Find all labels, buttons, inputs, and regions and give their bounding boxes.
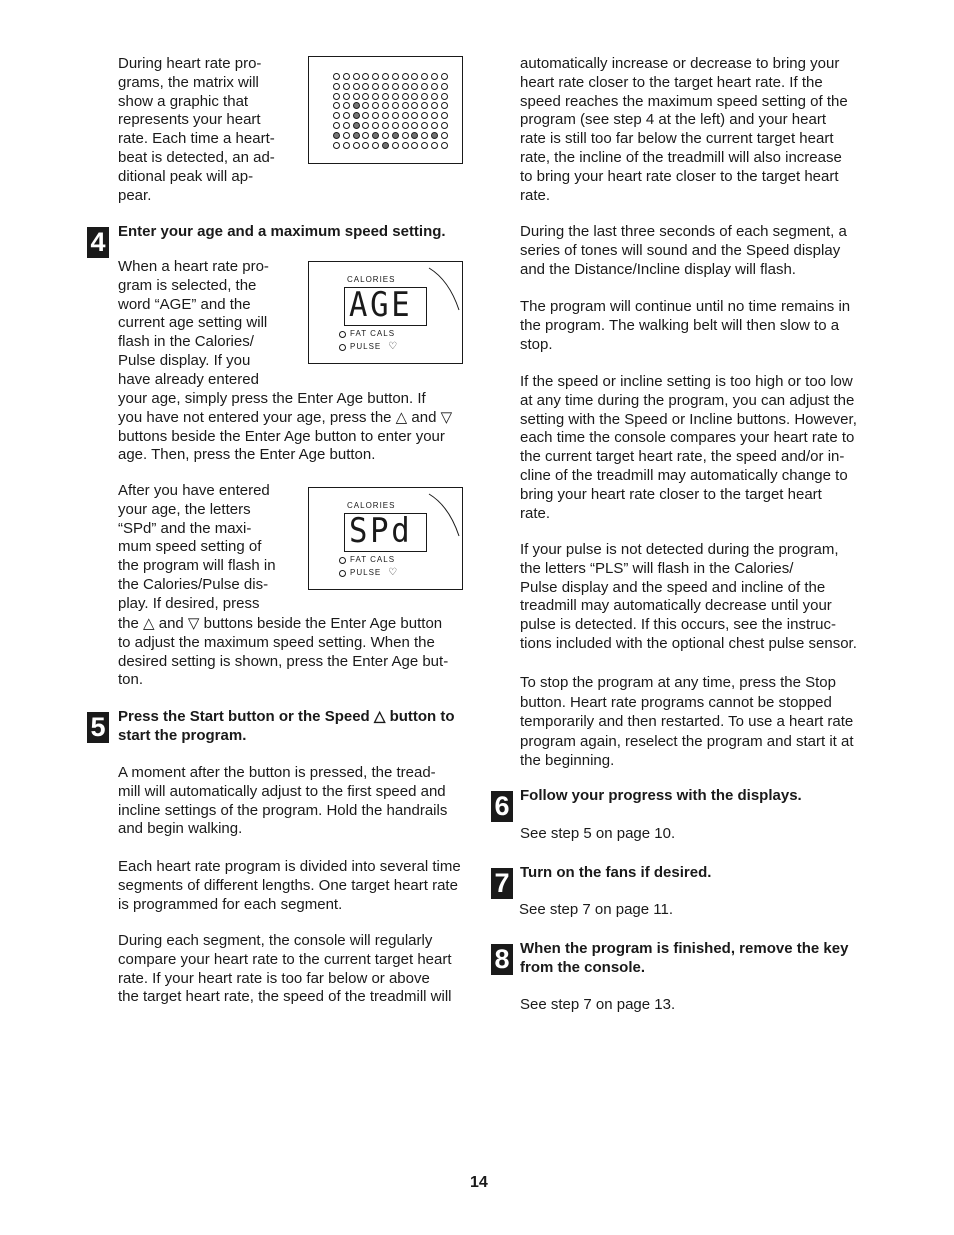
- matrix-dot: [353, 93, 360, 100]
- matrix-dot: [382, 93, 389, 100]
- matrix-dot: [343, 132, 350, 139]
- matrix-dot: [382, 102, 389, 109]
- program-continue-text: The program will continue until no time remains in the program. The walking belt will then slow to a stop.: [520, 298, 851, 353]
- matrix-dot-lit: [382, 142, 389, 149]
- matrix-dot: [431, 112, 438, 119]
- indicator-light-icon: [339, 331, 346, 338]
- step-8-heading: When the program is finished, remove the key from the console.: [520, 940, 849, 976]
- matrix-dot: [372, 102, 379, 109]
- matrix-dot: [402, 112, 409, 119]
- matrix-dot: [392, 83, 399, 90]
- matrix-dot: [402, 83, 409, 90]
- matrix-dot: [372, 112, 379, 119]
- step-4-heading: Enter your age and a maximum speed setting.: [118, 223, 446, 240]
- matrix-dot: [392, 93, 399, 100]
- matrix-dot-lit: [431, 132, 438, 139]
- step-4-paragraph-2-full: the △ and ▽ buttons beside the Enter Age button to adjust the maximum speed setting. When the desired setting is shown, press the Enter Age but- ton.: [118, 615, 449, 689]
- step-8-number: 8: [491, 944, 513, 975]
- matrix-dot: [441, 83, 448, 90]
- matrix-dot: [402, 122, 409, 129]
- matrix-dot: [372, 83, 379, 90]
- matrix-dot: [382, 132, 389, 139]
- matrix-dot: [333, 102, 340, 109]
- page-number: 14: [470, 1174, 488, 1191]
- matrix-dot: [382, 122, 389, 129]
- matrix-dot: [421, 102, 428, 109]
- fat-cals-indicator: FAT CALS: [339, 555, 395, 565]
- heart-rate-continue-text: automatically increase or decrease to bring your heart rate closer to the target heart rate. If the speed reaches the maximum speed setting of the program (see step 4 at the left) and your heart rate is still too far below the current target heart rate, the incline of the treadmill will also increase to bring your heart rate closer to the target heart rate.: [520, 55, 848, 204]
- matrix-dot: [421, 93, 428, 100]
- segment-tones-text: During the last three seconds of each segment, a series of tones will sound and the Speed display and the Distance/Incline display will flash.: [520, 223, 847, 278]
- matrix-dot-lit: [353, 122, 360, 129]
- matrix-dot: [392, 142, 399, 149]
- matrix-dot: [421, 73, 428, 80]
- step-4-paragraph-1-wrapped: When a heart rate pro- gram is selected, the word “AGE” and the current age setting will flash in the Calories/ Pulse display. If you have already entered: [118, 258, 269, 388]
- matrix-dot: [372, 142, 379, 149]
- step-7-number: 7: [491, 868, 513, 899]
- matrix-dot: [392, 112, 399, 119]
- step-4-number: 4: [87, 227, 109, 258]
- display-bezel-corner: [427, 492, 461, 542]
- matrix-dot: [441, 112, 448, 119]
- matrix-intro-text: During heart rate pro- grams, the matrix will show a graphic that represents your heart rate. Each time a heart- beat is detected, an ad- ditional peak will ap- pear.: [118, 55, 275, 204]
- adjust-setting-text: If the speed or incline setting is too high or too low at any time during the program, you can adjust the setting with the Speed or Incline buttons. However, each time the console compares your heart rate to the current target heart rate, the speed and/or in- cline of the treadmill may automatically change to bring your heart rate closer to the target heart rate.: [520, 373, 857, 522]
- matrix-dot: [343, 112, 350, 119]
- spd-display-figure: [308, 487, 463, 590]
- step-5-heading: Press the Start button or the Speed △ button to start the program.: [118, 708, 455, 744]
- matrix-dot: [382, 73, 389, 80]
- matrix-dot: [441, 102, 448, 109]
- step-5-paragraph-2: Each heart rate program is divided into several time segments of different lengths. One target heart rate is programmed for each segment.: [118, 858, 461, 913]
- matrix-dot: [362, 112, 369, 119]
- matrix-dot: [343, 73, 350, 80]
- matrix-dot: [343, 122, 350, 129]
- step-7-heading: Turn on the fans if desired.: [520, 864, 712, 881]
- matrix-dot: [333, 73, 340, 80]
- matrix-dot: [362, 73, 369, 80]
- matrix-dot: [402, 132, 409, 139]
- matrix-dot: [362, 102, 369, 109]
- matrix-dot: [441, 73, 448, 80]
- step-6-text: See step 5 on page 10.: [520, 825, 676, 842]
- matrix-dot: [333, 142, 340, 149]
- led-matrix: [333, 73, 449, 150]
- matrix-dot: [441, 122, 448, 129]
- matrix-dot-lit: [353, 112, 360, 119]
- step-8-text: See step 7 on page 13.: [520, 996, 676, 1013]
- matrix-dot: [343, 83, 350, 90]
- matrix-display-figure: [308, 56, 463, 164]
- matrix-dot: [411, 73, 418, 80]
- spd-lcd-value: SPd: [349, 511, 413, 551]
- matrix-dot: [441, 142, 448, 149]
- display-bezel-corner: [427, 266, 461, 316]
- heart-outline-icon: ♡: [388, 567, 399, 578]
- matrix-dot: [382, 83, 389, 90]
- matrix-dot: [431, 83, 438, 90]
- matrix-dot-lit: [411, 132, 418, 139]
- matrix-dot: [431, 122, 438, 129]
- matrix-dot: [421, 142, 428, 149]
- matrix-dot: [411, 142, 418, 149]
- matrix-dot: [362, 142, 369, 149]
- calories-label: CALORIES: [347, 501, 396, 510]
- stop-program-text: To stop the program at any time, press the Stop button. Heart rate programs cannot be stopped temporarily and then restarted. To use a heart rate program again, reselect the program and start it at the beginning.: [520, 674, 854, 770]
- matrix-dot: [343, 102, 350, 109]
- matrix-dot: [411, 112, 418, 119]
- matrix-dot: [392, 122, 399, 129]
- indicator-light-icon: [339, 570, 346, 577]
- matrix-dot: [431, 73, 438, 80]
- matrix-dot: [372, 93, 379, 100]
- matrix-dot: [353, 83, 360, 90]
- pulse-indicator: PULSE ♡: [339, 568, 398, 578]
- matrix-dot: [411, 83, 418, 90]
- matrix-dot: [343, 142, 350, 149]
- matrix-dot: [362, 132, 369, 139]
- matrix-dot: [431, 142, 438, 149]
- matrix-dot-lit: [333, 132, 340, 139]
- matrix-dot: [353, 142, 360, 149]
- matrix-dot: [392, 102, 399, 109]
- matrix-dot: [421, 112, 428, 119]
- fat-cals-indicator: FAT CALS: [339, 329, 395, 339]
- calories-label: CALORIES: [347, 275, 396, 284]
- matrix-dot: [333, 83, 340, 90]
- matrix-dot: [372, 73, 379, 80]
- heart-outline-icon: ♡: [388, 341, 399, 352]
- matrix-dot: [431, 102, 438, 109]
- matrix-dot-lit: [353, 132, 360, 139]
- indicator-light-icon: [339, 557, 346, 564]
- step-6-number: 6: [491, 791, 513, 822]
- age-display-figure: [308, 261, 463, 364]
- matrix-dot: [362, 83, 369, 90]
- matrix-dot: [362, 122, 369, 129]
- indicator-light-icon: [339, 344, 346, 351]
- matrix-dot: [333, 112, 340, 119]
- matrix-dot: [441, 93, 448, 100]
- step-7-text: See step 7 on page 11.: [519, 901, 674, 918]
- pulse-not-detected-text: If your pulse is not detected during the program, the letters “PLS” will flash in the Calories/ Pulse display and the speed and incline of the treadmill may automatically decrease until your pulse is detected. If this occurs, see the instruc- tions included with the optional chest pulse sensor.: [520, 541, 857, 652]
- matrix-dot: [382, 112, 389, 119]
- matrix-dot-lit: [353, 102, 360, 109]
- matrix-dot-lit: [372, 132, 379, 139]
- matrix-dot: [402, 142, 409, 149]
- step-5-paragraph-3: During each segment, the console will regularly compare your heart rate to the current target heart rate. If your heart rate is too far below or above the target heart rate, the speed of the treadmill will: [118, 932, 452, 1006]
- matrix-dot: [411, 93, 418, 100]
- matrix-dot: [402, 73, 409, 80]
- matrix-dot: [431, 93, 438, 100]
- matrix-dot: [353, 73, 360, 80]
- matrix-dot: [333, 93, 340, 100]
- pulse-indicator: PULSE ♡: [339, 342, 398, 352]
- matrix-dot-lit: [392, 132, 399, 139]
- matrix-dot: [343, 93, 350, 100]
- step-5-number: 5: [87, 712, 109, 743]
- matrix-dot: [421, 132, 428, 139]
- matrix-dot: [402, 102, 409, 109]
- step-4-paragraph-2-wrapped: After you have entered your age, the letters “SPd” and the maxi- mum speed setting of the program will flash in the Calories/Pulse dis- play. If desired, press: [118, 482, 276, 612]
- matrix-dot: [411, 102, 418, 109]
- step-4-paragraph-1-full: your age, simply press the Enter Age button. If you have not entered your age, press the △ and ▽ buttons beside the Enter Age button to enter your age. Then, press the Enter Age button.: [118, 390, 453, 464]
- matrix-dot: [441, 132, 448, 139]
- matrix-dot: [421, 83, 428, 90]
- step-6-heading: Follow your progress with the displays.: [520, 787, 802, 804]
- matrix-dot: [411, 122, 418, 129]
- matrix-dot: [333, 122, 340, 129]
- matrix-dot: [421, 122, 428, 129]
- matrix-dot: [402, 93, 409, 100]
- step-5-paragraph-1: A moment after the button is pressed, the tread- mill will automatically adjust to the first speed and incline settings of the program. Hold the handrails and begin walking.: [118, 764, 448, 838]
- matrix-dot: [372, 122, 379, 129]
- age-lcd-value: AGE: [349, 285, 413, 325]
- matrix-dot: [362, 93, 369, 100]
- matrix-dot: [392, 73, 399, 80]
